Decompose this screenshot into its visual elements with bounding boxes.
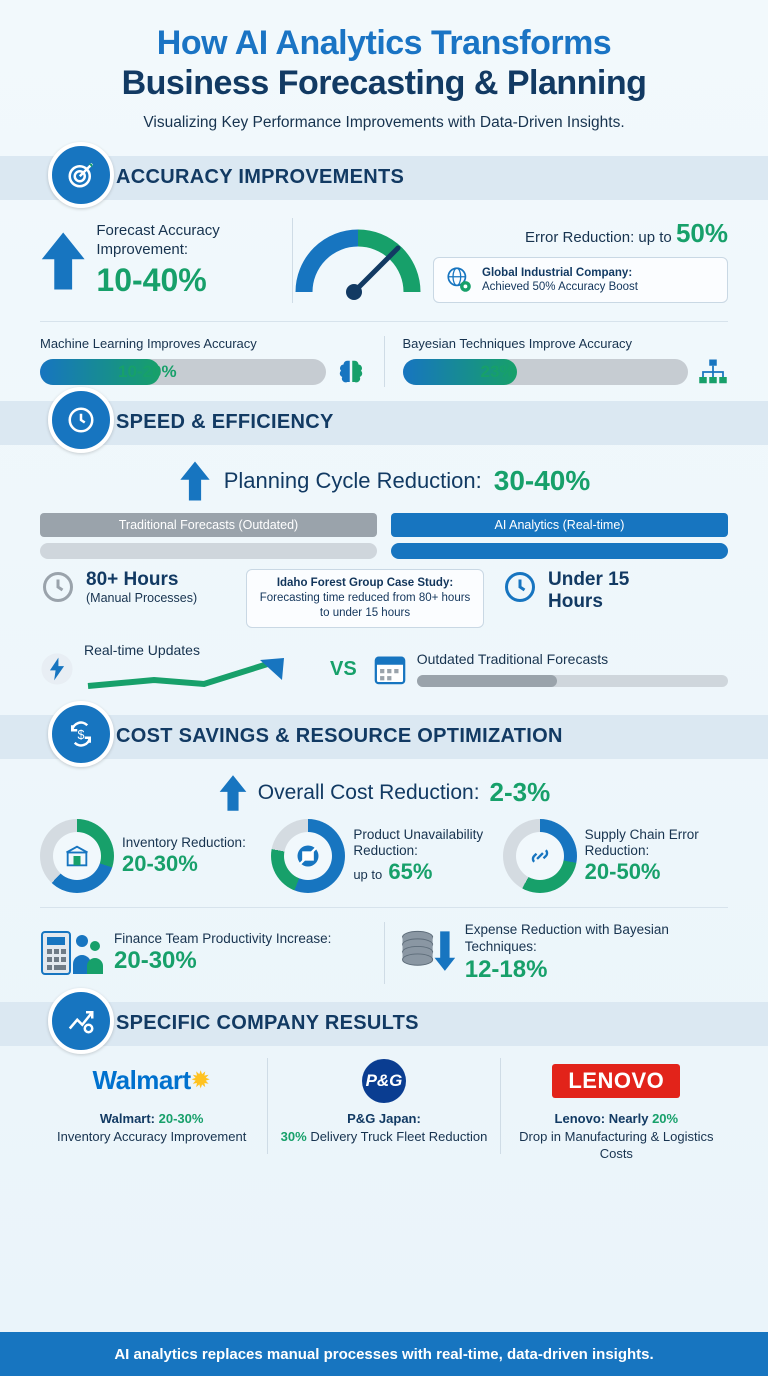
left-hours-sub: (Manual Processes) xyxy=(86,591,198,606)
target-icon xyxy=(48,142,114,208)
forecast-accuracy-value: 10-40% xyxy=(96,261,207,298)
timeline-ai xyxy=(391,513,728,559)
bar-bayesian xyxy=(403,336,729,387)
timeline-label-ai: AI Analytics (Real-time) xyxy=(391,513,728,537)
globe-gear-icon xyxy=(444,265,474,295)
left-hours: 80+ Hours xyxy=(86,569,179,591)
donut-label: Inventory Reduction: xyxy=(122,834,246,850)
cost-bottom-row xyxy=(40,922,728,984)
donut-number: 65% xyxy=(388,859,433,885)
cb-label: Expense Reduction with Bayesian Techniques: xyxy=(464,922,669,954)
progress-bar xyxy=(40,359,326,385)
calculator-team-icon xyxy=(40,924,104,982)
accuracy-bars xyxy=(40,336,728,387)
donut-label: Product Unavailability Reduction: xyxy=(353,826,484,858)
network-icon xyxy=(698,357,728,387)
donut-value: 20-50% xyxy=(584,859,661,885)
bar-title: Bayesian Techniques Improve Accuracy xyxy=(402,336,633,352)
pg-logo xyxy=(272,1058,495,1104)
company-results-icon xyxy=(48,988,114,1054)
divider xyxy=(40,321,728,322)
chain-link-icon xyxy=(526,842,554,870)
error-gauge xyxy=(293,222,423,300)
donut-label: Supply Chain Error Reduction: xyxy=(584,826,699,858)
footer-text: AI analytics replaces manual processes with real-time, data-driven insights. xyxy=(114,1345,654,1363)
company-text xyxy=(505,1110,728,1163)
section-title-cost: COST SAVINGS & RESOURCE OPTIMIZATION xyxy=(116,724,563,747)
error-reduction-label: Error Reduction: up to xyxy=(525,229,672,247)
accuracy-section-body xyxy=(0,200,768,387)
divider xyxy=(40,907,728,908)
bar-title: Machine Learning Improves Accuracy xyxy=(40,336,257,352)
lenovo-wordmark: LENOVO xyxy=(552,1064,680,1098)
lenovo-logo xyxy=(505,1058,728,1104)
no-product-icon xyxy=(294,842,322,870)
donut-chart xyxy=(503,819,577,893)
realtime-label: Real-time Updates xyxy=(84,641,200,658)
clock-icon xyxy=(48,387,114,453)
right-hours-line1: Under 15 xyxy=(548,569,630,591)
clock-grey-icon xyxy=(40,569,76,605)
cost-section-body xyxy=(0,759,768,984)
divider xyxy=(384,922,385,984)
cb-value: 20-30% xyxy=(114,947,197,975)
section-header-cost xyxy=(0,715,768,759)
company-lenovo xyxy=(505,1058,728,1163)
up-arrow-icon xyxy=(40,225,86,297)
right-hours-line2: Hours xyxy=(548,591,603,613)
timeline-label-traditional: Traditional Forecasts (Outdated) xyxy=(40,513,377,537)
section-header-companies xyxy=(0,1002,768,1046)
donut-inventory xyxy=(40,819,265,893)
planning-cycle-label: Planning Cycle Reduction: xyxy=(223,468,482,494)
walmart-logo xyxy=(40,1058,263,1104)
page-subtitle: Visualizing Key Performance Improvements with Data-Driven Insights. xyxy=(143,114,625,132)
section-header-accuracy xyxy=(0,156,768,200)
up-arrow-icon xyxy=(178,459,212,503)
company-value: 30% xyxy=(280,1128,307,1144)
expense-reduction xyxy=(395,922,729,984)
company-value: 20% xyxy=(652,1110,679,1126)
donut-value: 20-30% xyxy=(122,851,198,877)
calendar-icon xyxy=(373,652,407,686)
companies-section-body xyxy=(0,1046,768,1169)
lightning-icon xyxy=(40,652,74,686)
progress-bar xyxy=(403,359,689,385)
bar-machine-learning xyxy=(40,336,366,387)
error-reduction-line xyxy=(433,218,728,249)
callout-text: Achieved 50% Accuracy Boost xyxy=(482,281,638,294)
footer-banner xyxy=(0,1332,768,1376)
svg-text:$: $ xyxy=(77,727,85,742)
overall-cost-value: 2-3% xyxy=(489,777,551,808)
case-study-callout xyxy=(246,569,484,628)
donut-prefix: up to xyxy=(353,867,383,883)
case-study-text: Forecasting time reduced from 80+ hours to under 15 hours xyxy=(259,592,471,620)
divider xyxy=(500,1058,501,1154)
cost-donuts xyxy=(40,819,728,893)
brain-icon xyxy=(336,357,366,387)
company-name: P&G Japan: xyxy=(347,1110,421,1126)
walmart-wordmark: Walmart xyxy=(92,1065,191,1096)
cost-savings-icon xyxy=(48,701,114,767)
overall-cost-block xyxy=(40,759,728,819)
timeline-traditional xyxy=(40,513,377,559)
realtime-vs-outdated xyxy=(40,642,728,697)
outdated-progress xyxy=(417,675,728,687)
bar-value: 10-20% xyxy=(118,362,177,382)
divider xyxy=(384,336,385,387)
clock-blue-icon xyxy=(502,569,538,605)
vs-label: VS xyxy=(330,657,357,680)
company-text xyxy=(40,1110,263,1145)
page-header xyxy=(0,0,768,142)
coins-down-icon xyxy=(395,924,455,982)
donut-chart xyxy=(40,819,114,893)
company-desc: Inventory Accuracy Improvement xyxy=(57,1128,247,1144)
cb-label: Finance Team Productivity Increase: xyxy=(114,930,332,946)
walmart-spark-icon: ✹ xyxy=(190,1067,211,1095)
section-title-companies: SPECIFIC COMPANY RESULTS xyxy=(116,1011,419,1034)
timeline-track-blue xyxy=(391,543,728,559)
company-name: Walmart: xyxy=(99,1110,156,1126)
forecast-accuracy-block xyxy=(40,222,292,299)
planning-cycle-value: 30-40% xyxy=(493,465,591,497)
section-header-speed xyxy=(0,401,768,445)
planning-cycle-block xyxy=(40,445,728,513)
error-reduction-value: 50% xyxy=(675,218,728,249)
up-arrow-icon xyxy=(218,773,248,813)
company-text xyxy=(272,1110,495,1145)
section-title-accuracy: ACCURACY IMPROVEMENTS xyxy=(116,166,405,189)
pg-wordmark: P&G xyxy=(362,1059,406,1103)
global-company-callout xyxy=(433,257,728,303)
company-walmart xyxy=(40,1058,263,1163)
section-title-speed: SPEED & EFFICIENCY xyxy=(116,411,334,434)
case-study-title: Idaho Forest Group Case Study: xyxy=(276,577,454,590)
company-desc: Drop in Manufacturing & Logistics Costs xyxy=(519,1128,714,1162)
finance-productivity xyxy=(40,924,374,982)
forecast-accuracy-label: Forecast Accuracy Improvement: xyxy=(96,222,220,259)
divider xyxy=(267,1058,268,1154)
uptrend-arrow-icon xyxy=(84,658,294,692)
overall-cost-label: Overall Cost Reduction: xyxy=(257,780,480,804)
donut-value xyxy=(353,859,496,885)
donut-supply-chain xyxy=(503,819,728,893)
speed-section-body xyxy=(0,445,768,697)
donut-chart xyxy=(271,819,345,893)
bar-value: 23% xyxy=(480,362,515,382)
timeline-track-grey xyxy=(40,543,377,559)
page-title-line1: How AI Analytics Transforms xyxy=(156,24,612,62)
donut-product-unavailability xyxy=(271,819,496,893)
company-value: 20-30% xyxy=(158,1110,204,1126)
callout-title: Global Industrial Company: xyxy=(482,266,633,279)
warehouse-icon xyxy=(63,842,91,870)
outdated-label: Outdated Traditional Forecasts xyxy=(416,651,609,668)
company-pg xyxy=(272,1058,495,1163)
page-title-line2: Business Forecasting & Planning xyxy=(121,64,647,103)
company-name: Lenovo: Nearly xyxy=(554,1110,649,1126)
cb-value: 12-18% xyxy=(464,955,548,983)
timeline-compare xyxy=(40,513,728,559)
company-desc: Delivery Truck Fleet Reduction xyxy=(310,1128,488,1144)
